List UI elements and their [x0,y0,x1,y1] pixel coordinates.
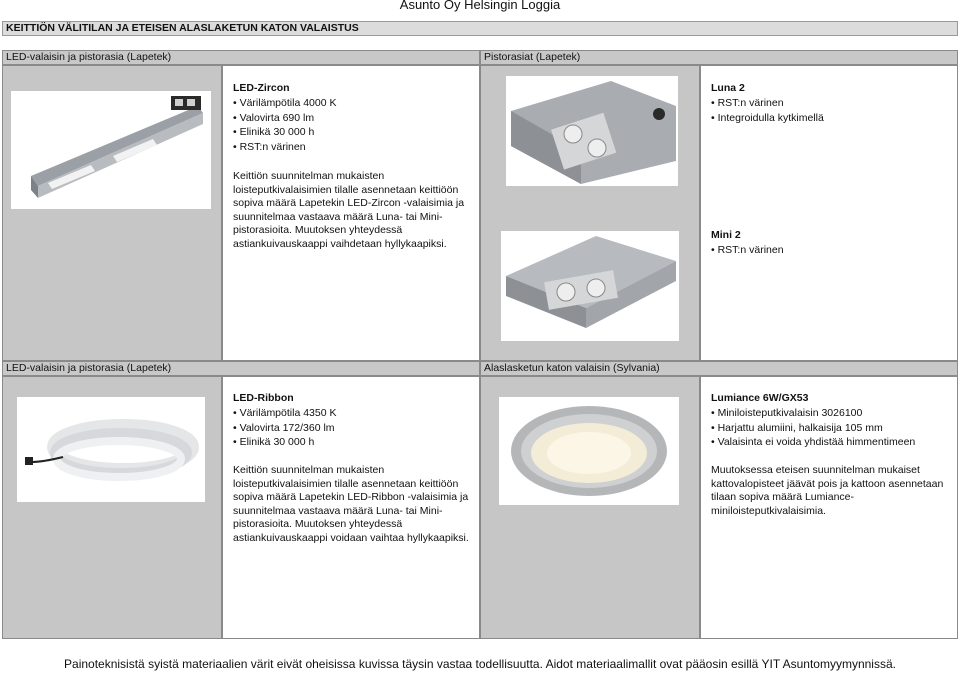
spec-item: • RST:n värinen [233,140,478,155]
spec-item: • Integroidulla kytkimellä [711,111,951,126]
spec-item: • Värilämpötila 4350 K [233,406,478,421]
lumiance-description: Muutoksessa eteisen suunnitelman mukaiset kattovalopisteet jäävät pois ja kattoon asennetaan tilaan sopiva määrä Lumiance-miniloisteputkivalaisimia. [711,464,944,517]
block2-right-header: Alaslasketun katon valaisin (Sylvania) [480,361,958,376]
lumiance-image-cell [480,376,700,639]
block1-left-header: LED-valaisin ja pistorasia (Lapetek) [2,50,480,65]
spec-item: • RST:n värinen [711,96,951,111]
block2-left-header: LED-valaisin ja pistorasia (Lapetek) [2,361,480,376]
document-title: Asunto Oy Helsingin Loggia [399,0,561,12]
section-title: KEITTIÖN VÄLITILAN JA ETEISEN ALASLAKETUN KATON VALAISTUS [2,21,958,36]
led-ribbon-description: Keittiön suunnitelman mukaisten loisteputkivalaisimien tilalle asennetaan keittiöön sopiva määrä Lapetekin LED-Ribbon -valaisimia ja suunnitelmaa vastaava määrä Luna- tai Mini-pistorasioita. Muutoksen yhteydessä astiankuivauskaappi voidaan vaihtaa hyllykaapiksi. [233,464,469,544]
led-ribbon-photo [3,377,221,638]
lumiance-name: Lumiance 6W/GX53 [711,392,809,404]
led-ribbon-specs [233,391,478,450]
spec-item: • Valaisinta ei voida yhdistää himmentimeen [711,435,956,450]
led-zircon-photo [3,66,221,360]
spec-item: • Elinikä 30 000 h [233,125,478,140]
footer-disclaimer: Painoteknisistä syistä materiaalien värit eivät oheisissa kuvissa täysin vastaa todellisuutta. Aidot materiaalimallit ovat pääosin esillä YIT Asuntomyymynnissä. [64,657,896,671]
lumiance-specs [711,391,956,450]
outlets-photos [481,66,699,360]
spec-item: • Harjattu alumiini, halkaisija 105 mm [711,421,956,436]
spec-item: • Valovirta 690 lm [233,111,478,126]
spec-item: • Elinikä 30 000 h [233,435,478,450]
lumiance-photo [481,377,699,638]
led-ribbon-image-cell [2,376,222,639]
mini2-name: Mini 2 [711,229,741,241]
outlets-image-cell [480,65,700,361]
led-ribbon-name: LED-Ribbon [233,392,294,404]
led-zircon-description: Keittiön suunnitelman mukaisten loisteputkivalaisimien tilalle asennetaan keittiöön sopiva määrä Lapetekin LED-Zircon -valaisimia ja suunnitelmaa vastaava määrä Luna- tai Mini-pistorasioita. Muutoksen yhteydessä astiankuivauskaappi vaihdetaan hyllykaapiksi. [233,170,465,250]
spec-item: • Valovirta 172/360 lm [233,421,478,436]
block1-right-header: Pistorasiat (Lapetek) [480,50,958,65]
luna2-name: Luna 2 [711,82,745,94]
led-zircon-specs [233,81,478,155]
mini2-specs [711,228,951,258]
led-zircon-image-cell [2,65,222,361]
luna2-specs [711,81,951,125]
spec-item: • Värilämpötila 4000 K [233,96,478,111]
spec-item: • Miniloisteputkivalaisin 3026100 [711,406,956,421]
spec-item: • RST:n värinen [711,243,951,258]
led-zircon-name: LED-Zircon [233,82,290,94]
